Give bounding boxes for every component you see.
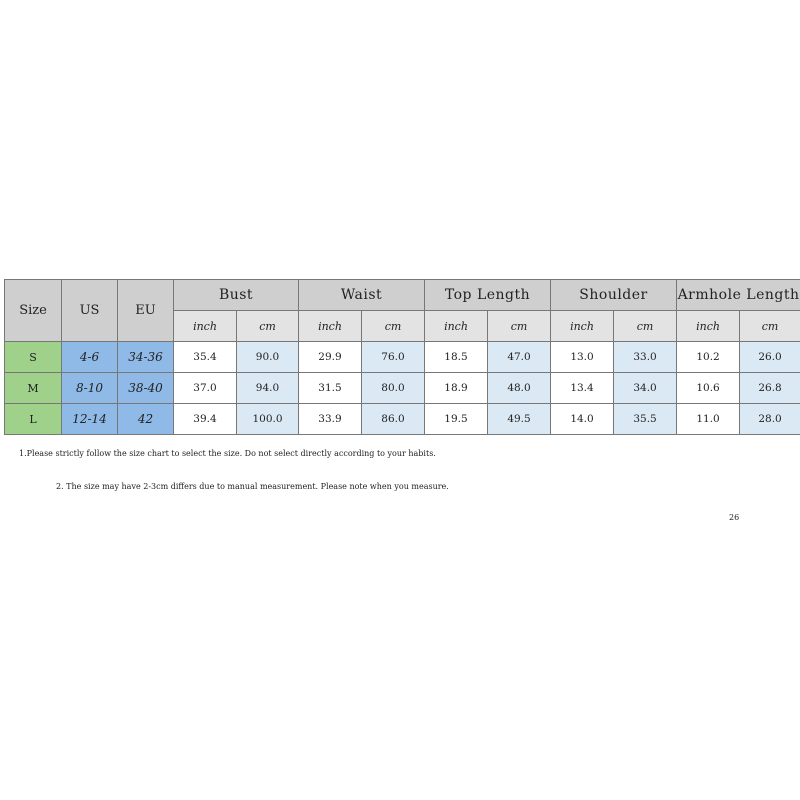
unit-inch: inch xyxy=(174,311,237,342)
unit-inch: inch xyxy=(677,311,740,342)
value-cell: 10.2 xyxy=(677,342,740,373)
value-cell: 76.0 xyxy=(362,342,425,373)
size-note-2: 2. The size may have 2-3cm differs due to manual measurement. Please note when you measure. xyxy=(56,482,449,491)
size-cell: S xyxy=(5,342,62,373)
header-eu: EU xyxy=(118,280,174,342)
page-number: 26 xyxy=(729,513,740,522)
unit-cm: cm xyxy=(488,311,551,342)
unit-inch: inch xyxy=(299,311,362,342)
unit-inch: inch xyxy=(551,311,614,342)
header-bust: Bust xyxy=(174,280,299,311)
header-shoulder: Shoulder xyxy=(551,280,677,311)
value-cell: 29.9 xyxy=(299,342,362,373)
size-chart-table xyxy=(4,279,800,435)
table-row xyxy=(5,342,800,373)
value-cell: 37.0 xyxy=(174,373,237,404)
value-cell: 34.0 xyxy=(614,373,677,404)
value-cell: 100.0 xyxy=(237,404,299,435)
value-cell: 33.9 xyxy=(299,404,362,435)
unit-cm: cm xyxy=(237,311,299,342)
header-top-length: Top Length xyxy=(425,280,551,311)
value-cell: 31.5 xyxy=(299,373,362,404)
size-cell: L xyxy=(5,404,62,435)
header-size: Size xyxy=(5,280,62,342)
value-cell: 19.5 xyxy=(425,404,488,435)
value-cell: 10.6 xyxy=(677,373,740,404)
value-cell: 80.0 xyxy=(362,373,425,404)
unit-cm: cm xyxy=(362,311,425,342)
value-cell: 49.5 xyxy=(488,404,551,435)
value-cell: 18.5 xyxy=(425,342,488,373)
size-note-1: 1.Please strictly follow the size chart to select the size. Do not select directly according to your habits. xyxy=(19,449,436,458)
table-row xyxy=(5,373,800,404)
header-row-groups xyxy=(5,280,800,311)
header-waist: Waist xyxy=(299,280,425,311)
value-cell: 28.0 xyxy=(740,404,800,435)
value-cell: 94.0 xyxy=(237,373,299,404)
value-cell: 47.0 xyxy=(488,342,551,373)
unit-cm: cm xyxy=(740,311,800,342)
value-cell: 35.5 xyxy=(614,404,677,435)
value-cell: 13.0 xyxy=(551,342,614,373)
us-size-cell: 12-14 xyxy=(62,404,118,435)
header-us: US xyxy=(62,280,118,342)
table-row xyxy=(5,404,800,435)
value-cell: 18.9 xyxy=(425,373,488,404)
value-cell: 90.0 xyxy=(237,342,299,373)
value-cell: 48.0 xyxy=(488,373,551,404)
unit-inch: inch xyxy=(425,311,488,342)
eu-size-cell: 38-40 xyxy=(118,373,174,404)
value-cell: 39.4 xyxy=(174,404,237,435)
header-armhole-length: Armhole Length xyxy=(677,280,800,311)
size-cell: M xyxy=(5,373,62,404)
value-cell: 13.4 xyxy=(551,373,614,404)
value-cell: 11.0 xyxy=(677,404,740,435)
value-cell: 33.0 xyxy=(614,342,677,373)
value-cell: 26.8 xyxy=(740,373,800,404)
unit-cm: cm xyxy=(614,311,677,342)
value-cell: 35.4 xyxy=(174,342,237,373)
eu-size-cell: 34-36 xyxy=(118,342,174,373)
us-size-cell: 8-10 xyxy=(62,373,118,404)
value-cell: 86.0 xyxy=(362,404,425,435)
value-cell: 26.0 xyxy=(740,342,800,373)
us-size-cell: 4-6 xyxy=(62,342,118,373)
value-cell: 14.0 xyxy=(551,404,614,435)
eu-size-cell: 42 xyxy=(118,404,174,435)
